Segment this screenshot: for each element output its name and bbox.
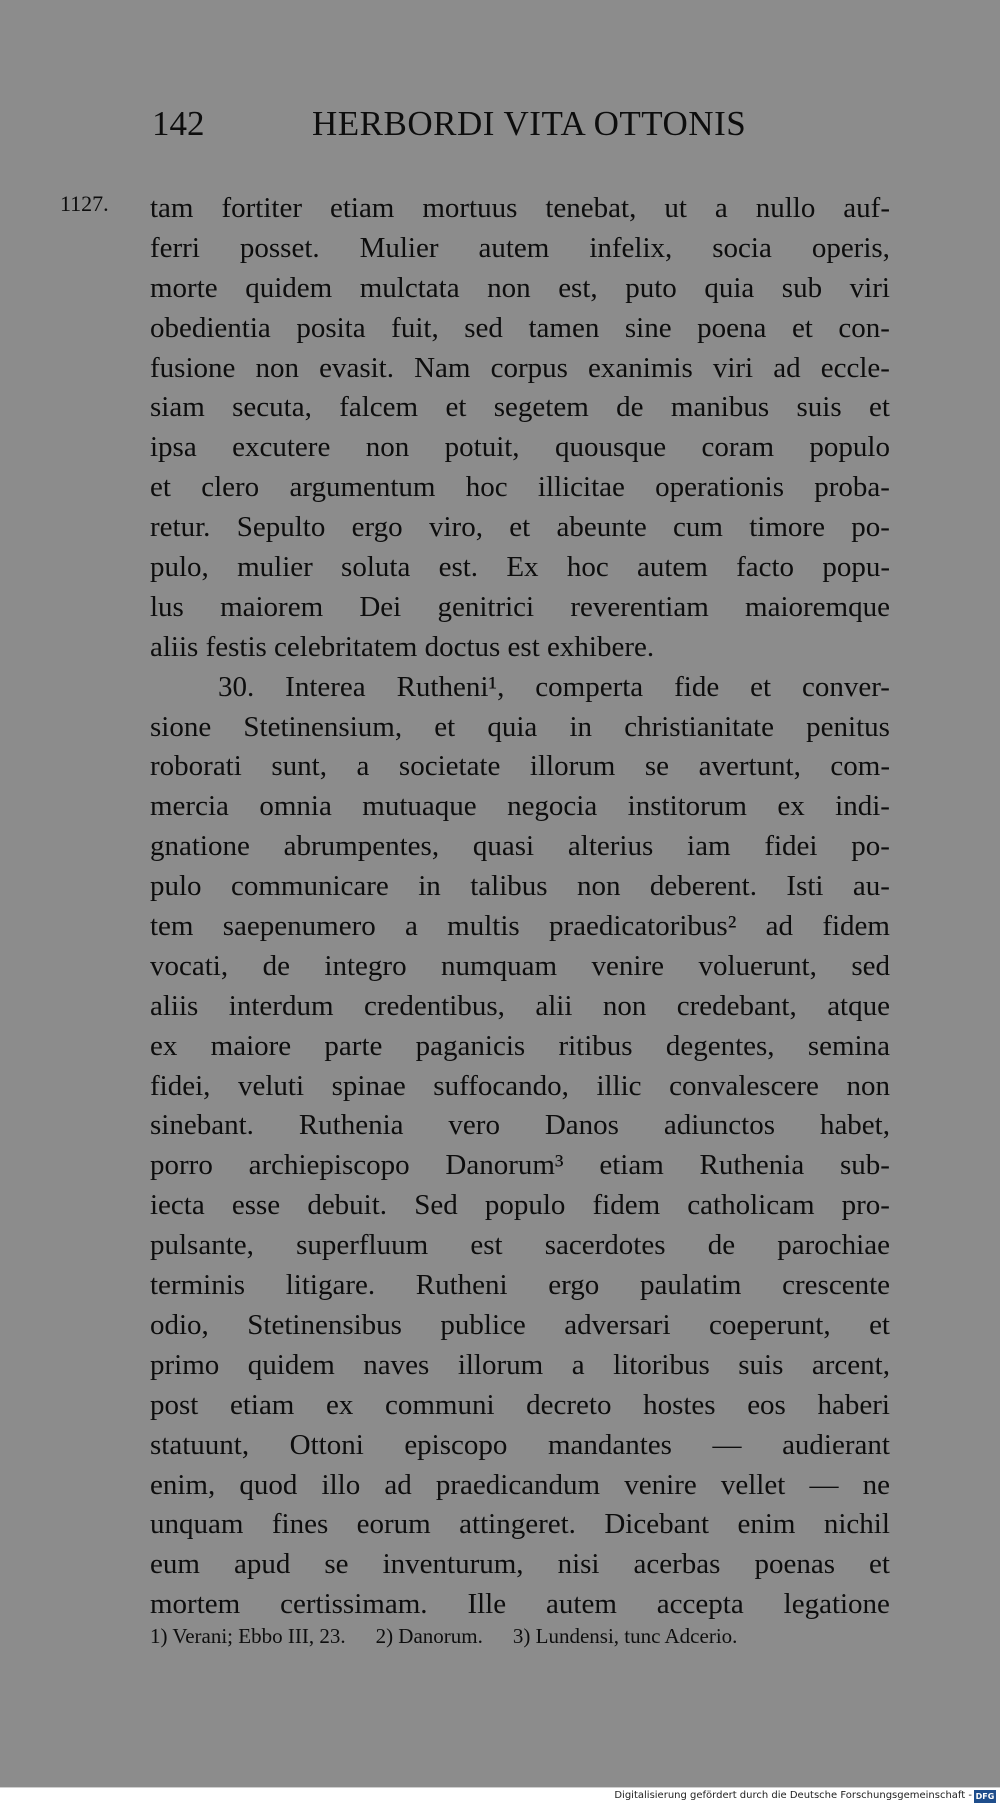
footnote-3: 3) Lundensi, tunc Adcerio. (512, 1624, 738, 1648)
text-line: mercia omnia mutuaque negocia institorum ex indi- (150, 790, 890, 823)
text-line: morte quidem mulctata non est, puto quia sub viri (150, 271, 890, 304)
text-line: ipsa excutere non potuit, quousque coram populo (150, 431, 890, 464)
text-line: et clero argumentum hoc illicitae operationis proba- (150, 471, 890, 504)
text-line: tem saepenumero a multis praedicatoribus² ad fidem (150, 910, 890, 943)
text-line: fidei, veluti spinae suffocando, illic convalescere non (150, 1069, 890, 1102)
text-line: pulsante, superfluum est sacerdotes de parochiae (150, 1229, 890, 1262)
text-line: primo quidem naves illorum a litoribus suis arcent, (150, 1348, 890, 1381)
footnote-2: 2) Danorum. (375, 1624, 483, 1648)
dfg-logo: DFG (975, 1792, 995, 1801)
text-line: tam fortiter etiam mortuus tenebat, ut a nullo auf- (150, 192, 890, 224)
footnotes (150, 1624, 890, 1649)
text-line: odio, Stetinensibus publice adversari coeperunt, et (150, 1308, 890, 1341)
text-line: pulo communicare in talibus non deberent. Isti au- (150, 870, 890, 903)
page-header (150, 104, 890, 152)
text-line: porro archiepiscopo Danorum³ etiam Ruthenia sub- (150, 1149, 890, 1182)
text-line: statuunt, Ottoni episcopo mandantes — audierant (150, 1428, 890, 1461)
text-line: ex maiore parte paganicis ritibus degentes, semina (150, 1029, 890, 1062)
text-line: ferri posset. Mulier autem infelix, socia operis, (150, 231, 890, 264)
running-title: HERBORDI VITA OTTONIS (312, 104, 747, 143)
text-line: 30. Interea Rutheni¹, comperta fide et conver- (218, 670, 890, 703)
text-line: eum apud se inventurum, nisi acerbas poenas et (150, 1548, 890, 1581)
funding-credit: Digitalisierung gefördert durch die Deutsche Forschungsgemeinschaft - (614, 1790, 972, 1801)
page-number: 142 (152, 104, 205, 143)
footer-bar (0, 1787, 1000, 1806)
text-line: roborati sunt, a societate illorum se avertunt, com- (150, 750, 890, 783)
footnote-1: 1) Verani; Ebbo III, 23. (150, 1624, 346, 1648)
text-line: iecta esse debuit. Sed populo fidem catholicam pro- (150, 1189, 890, 1222)
margin-year-note: 1127. (60, 191, 109, 216)
text-line: post etiam ex communi decreto hostes eos haberi (150, 1388, 890, 1421)
text-line: obedientia posita fuit, sed tamen sine poena et con- (150, 311, 890, 344)
text-line: terminis litigare. Rutheni ergo paulatim crescente (150, 1269, 890, 1302)
text-line: unquam fines eorum attingeret. Dicebant enim nichil (150, 1508, 890, 1541)
text-line: sinebant. Ruthenia vero Danos adiunctos habet, (150, 1109, 890, 1142)
text-line: gnatione abrumpentes, quasi alterius iam fidei po- (150, 830, 890, 863)
text-line: aliis festis celebritatem doctus est exhibere. (150, 630, 655, 663)
text-line: aliis interdum credentibus, alii non credebant, atque (150, 989, 890, 1022)
text-line: sione Stetinensium, et quia in christianitate penitus (150, 710, 890, 743)
text-line: pulo, mulier soluta est. Ex hoc autem facto popu- (150, 551, 890, 584)
body-text (150, 189, 890, 1625)
text-line: mortem certissimam. Ille autem accepta legatione (150, 1588, 890, 1621)
text-line: vocati, de integro numquam venire voluerunt, sed (150, 949, 890, 982)
text-line: lus maiorem Dei genitrici reverentiam maioremque (150, 590, 890, 623)
text-line: fusione non evasit. Nam corpus exanimis viri ad eccle- (150, 351, 890, 384)
text-line: siam secuta, falcem et segetem de manibus suis et (150, 391, 890, 424)
text-line: retur. Sepulto ergo viro, et abeunte cum timore po- (150, 511, 890, 544)
text-line: enim, quod illo ad praedicandum venire vellet — ne (150, 1468, 890, 1501)
